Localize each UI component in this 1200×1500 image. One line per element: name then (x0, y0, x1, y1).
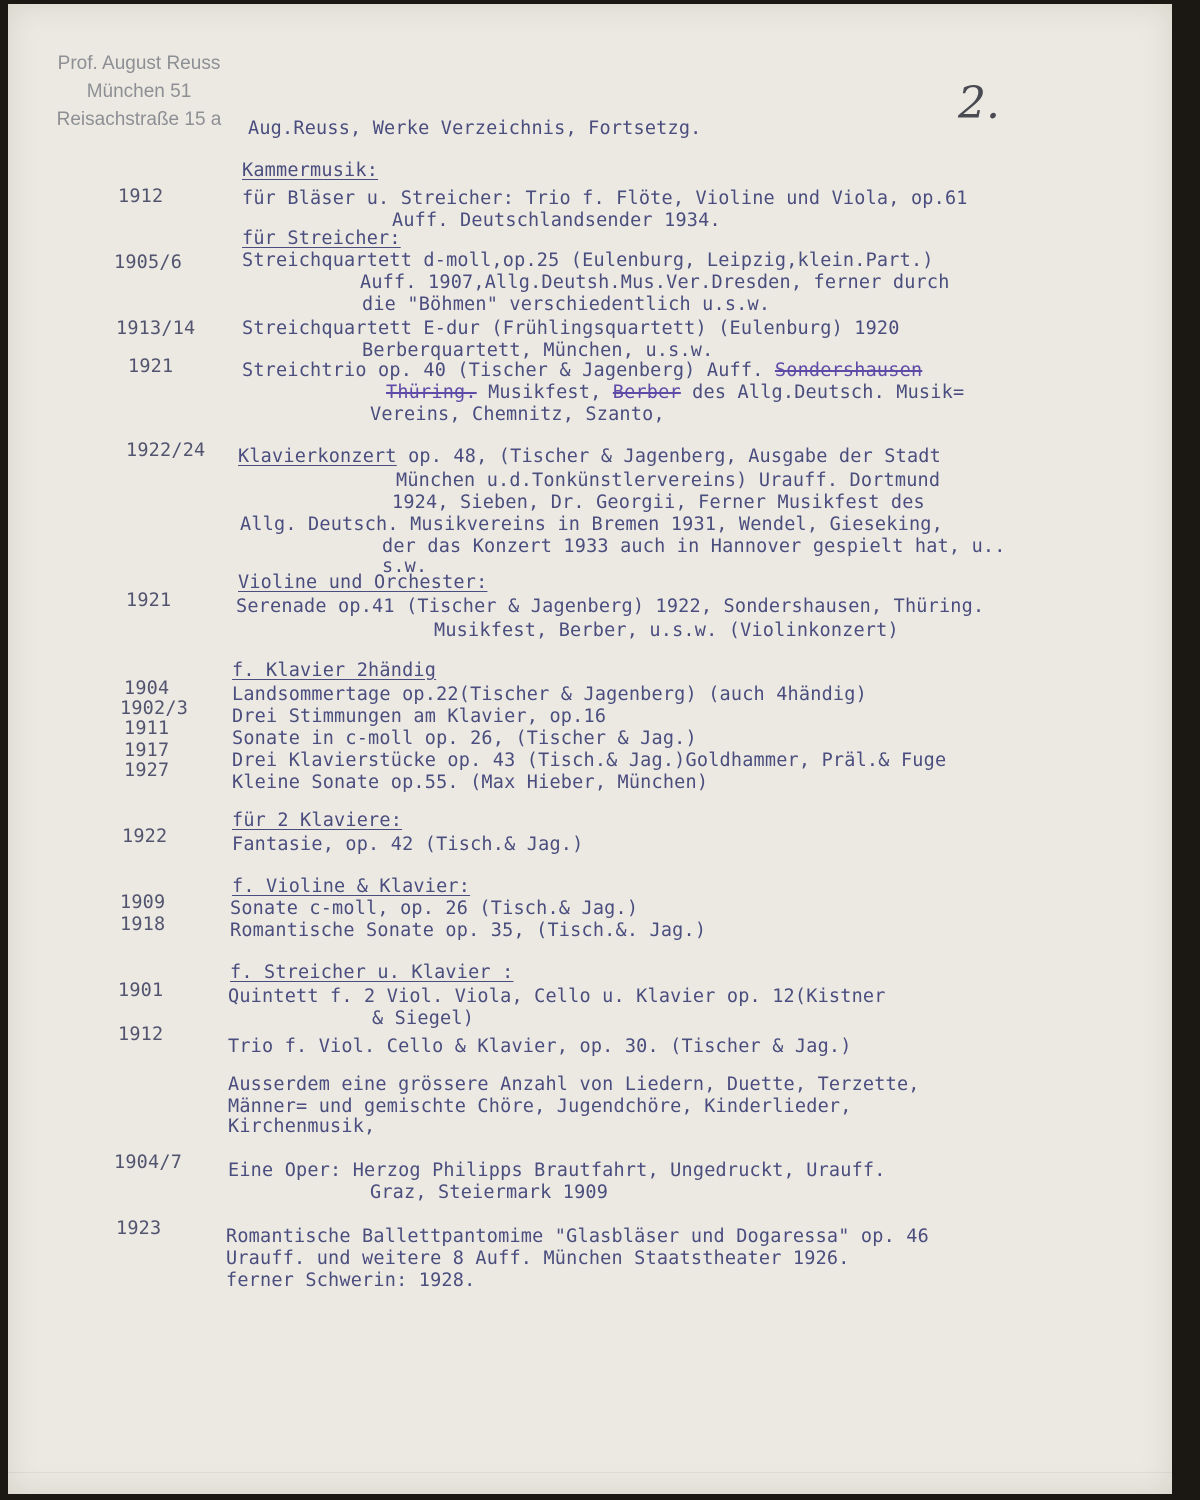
work-entry: Eine Oper: Herzog Philipps Brautfahrt, Ungedruckt, Urauff. (228, 1160, 886, 1181)
stamp-line: Reisachstraße 15 a (56, 109, 222, 130)
year: 1921 (128, 356, 174, 377)
work-entry: Serenade op.41 (Tischer & Jagenberg) 1922, Sondershausen, Thüring. (236, 596, 985, 617)
struck-text: Berber (612, 382, 681, 403)
stamp-line: München 51 (86, 81, 192, 102)
paper-edge (8, 1472, 1172, 1473)
handwritten-page-number: 2. (958, 78, 1000, 129)
year: 1902/3 (120, 698, 189, 719)
section-heading-klavier-2haendig: f. Klavier 2händig (232, 660, 437, 681)
work-entry: Kleine Sonate op.55. (Max Hieber, München) (232, 772, 709, 793)
struck-text: Sondershausen (774, 360, 923, 381)
section-heading-zwei-klaviere: für 2 Klaviere: (232, 810, 403, 831)
year: 1904 (124, 678, 170, 699)
section-heading-streicher-klavier: f. Streicher u. Klavier : (230, 962, 514, 983)
work-entry-continuation: ferner Schwerin: 1928. (226, 1270, 476, 1291)
work-entry-continuation: Allg. Deutsch. Musikvereins in Bremen 1931, Wendel, Gieseking, (240, 514, 943, 535)
paragraph-line: Ausserdem eine grössere Anzahl von Liedern, Duette, Terzette, (228, 1074, 920, 1095)
section-heading-kammermusik: Kammermusik: (242, 160, 379, 181)
year: 1927 (124, 760, 170, 781)
year: 1918 (120, 914, 166, 935)
work-entry-continuation: Graz, Steiermark 1909 (370, 1182, 609, 1203)
entry-text: des Allg.Deutsch. Musik= (692, 382, 965, 403)
work-entry: Drei Stimmungen am Klavier, op.16 (232, 706, 607, 727)
year: 1922/24 (126, 440, 206, 461)
entry-text: Musikfest, (488, 382, 602, 403)
work-entry: Trio f. Viol. Cello & Klavier, op. 30. (Tischer & Jag.) (228, 1036, 852, 1057)
year: 1922 (122, 826, 168, 847)
entry-text: Streichtrio op. 40 (Tischer & Jagenberg) Auff. (242, 360, 764, 381)
year: 1909 (120, 892, 166, 913)
entry-text: op. 48, (Tischer & Jagenberg, Ausgabe der Stadt (408, 446, 941, 467)
year: 1904/7 (114, 1152, 183, 1173)
work-entry: Fantasie, op. 42 (Tisch.& Jag.) (232, 834, 584, 855)
paragraph-line: Männer= und gemischte Chöre, Jugendchöre, Kinderlieder, (228, 1096, 852, 1117)
work-entry: Sonate c-moll, op. 26 (Tisch.& Jag.) (230, 898, 639, 919)
work-entry (242, 360, 922, 382)
work-entry-continuation: der das Konzert 1933 auch in Hannover gespielt hat, u.. (382, 536, 1006, 557)
work-entry-continuation: Vereins, Chemnitz, Szanto, (370, 404, 665, 425)
year: 1911 (124, 718, 170, 739)
work-entry-continuation: München u.d.Tonkünstlervereins) Urauff. Dortmund (396, 470, 941, 491)
work-entry: Streichquartett E-dur (Frühlingsquartett) (Eulenburg) 1920 (242, 318, 900, 339)
work-entry: Romantische Ballettpantomime "Glasbläser und Dogaressa" op. 46 (226, 1226, 929, 1247)
year: 1917 (124, 740, 170, 761)
work-entry-continuation (386, 382, 964, 404)
work-entry-continuation: Musikfest, Berber, u.s.w. (Violinkonzert) (434, 620, 899, 641)
year: 1913/14 (116, 318, 196, 339)
work-entry-continuation: & Siegel) (372, 1008, 475, 1029)
section-heading-streicher: für Streicher: (242, 228, 401, 249)
section-heading-violine-klavier: f. Violine & Klavier: (232, 876, 471, 897)
work-entry-continuation: Berberquartett, München, u.s.w. (362, 340, 714, 361)
work-entry-continuation: Auff. Deutschlandsender 1934. (392, 210, 721, 231)
struck-text: Thüring. (386, 382, 477, 403)
section-heading-violine-orchester: Violine und Orchester: (238, 572, 488, 593)
work-entry-continuation: s.w. (382, 556, 428, 577)
work-entry (238, 446, 941, 468)
address-stamp (34, 50, 244, 134)
year: 1901 (118, 980, 164, 1001)
work-entry: Landsommertage op.22(Tischer & Jagenberg) (auch 4händig) (232, 684, 867, 705)
work-entry-continuation: 1924, Sieben, Dr. Georgii, Ferner Musikfest des (392, 492, 925, 513)
work-entry: Sonate in c-moll op. 26, (Tischer & Jag.) (232, 728, 697, 749)
work-entry: Quintett f. 2 Viol. Viola, Cello u. Klavier op. 12(Kistner (228, 986, 886, 1007)
year: 1923 (116, 1218, 162, 1239)
year: 1905/6 (114, 252, 183, 273)
work-entry: Drei Klavierstücke op. 43 (Tisch.& Jag.)Goldhammer, Präl.& Fuge (232, 750, 947, 771)
work-entry: Streichquartett d-moll,op.25 (Eulenburg, Leipzig,klein.Part.) (242, 250, 934, 271)
work-entry: Romantische Sonate op. 35, (Tisch.&. Jag.) (230, 920, 707, 941)
section-heading-klavierkonzert: Klavierkonzert (238, 446, 397, 467)
paragraph-line: Kirchenmusik, (228, 1116, 376, 1137)
work-entry-continuation: Auff. 1907,Allg.Deutsh.Mus.Ver.Dresden, ferner durch (360, 272, 950, 293)
work-entry-continuation: die "Böhmen" verschiedentlich u.s.w. (362, 294, 771, 315)
work-entry: für Bläser u. Streicher: Trio f. Flöte, Violine und Viola, op.61 (242, 188, 968, 209)
year: 1921 (126, 590, 172, 611)
document-heading: Aug.Reuss, Werke Verzeichnis, Fortsetzg. (248, 118, 702, 139)
stamp-line: Prof. August Reuss (57, 53, 221, 74)
year: 1912 (118, 186, 164, 207)
work-entry-continuation: Urauff. und weitere 8 Auff. München Staatstheater 1926. (226, 1248, 850, 1269)
year: 1912 (118, 1024, 164, 1045)
